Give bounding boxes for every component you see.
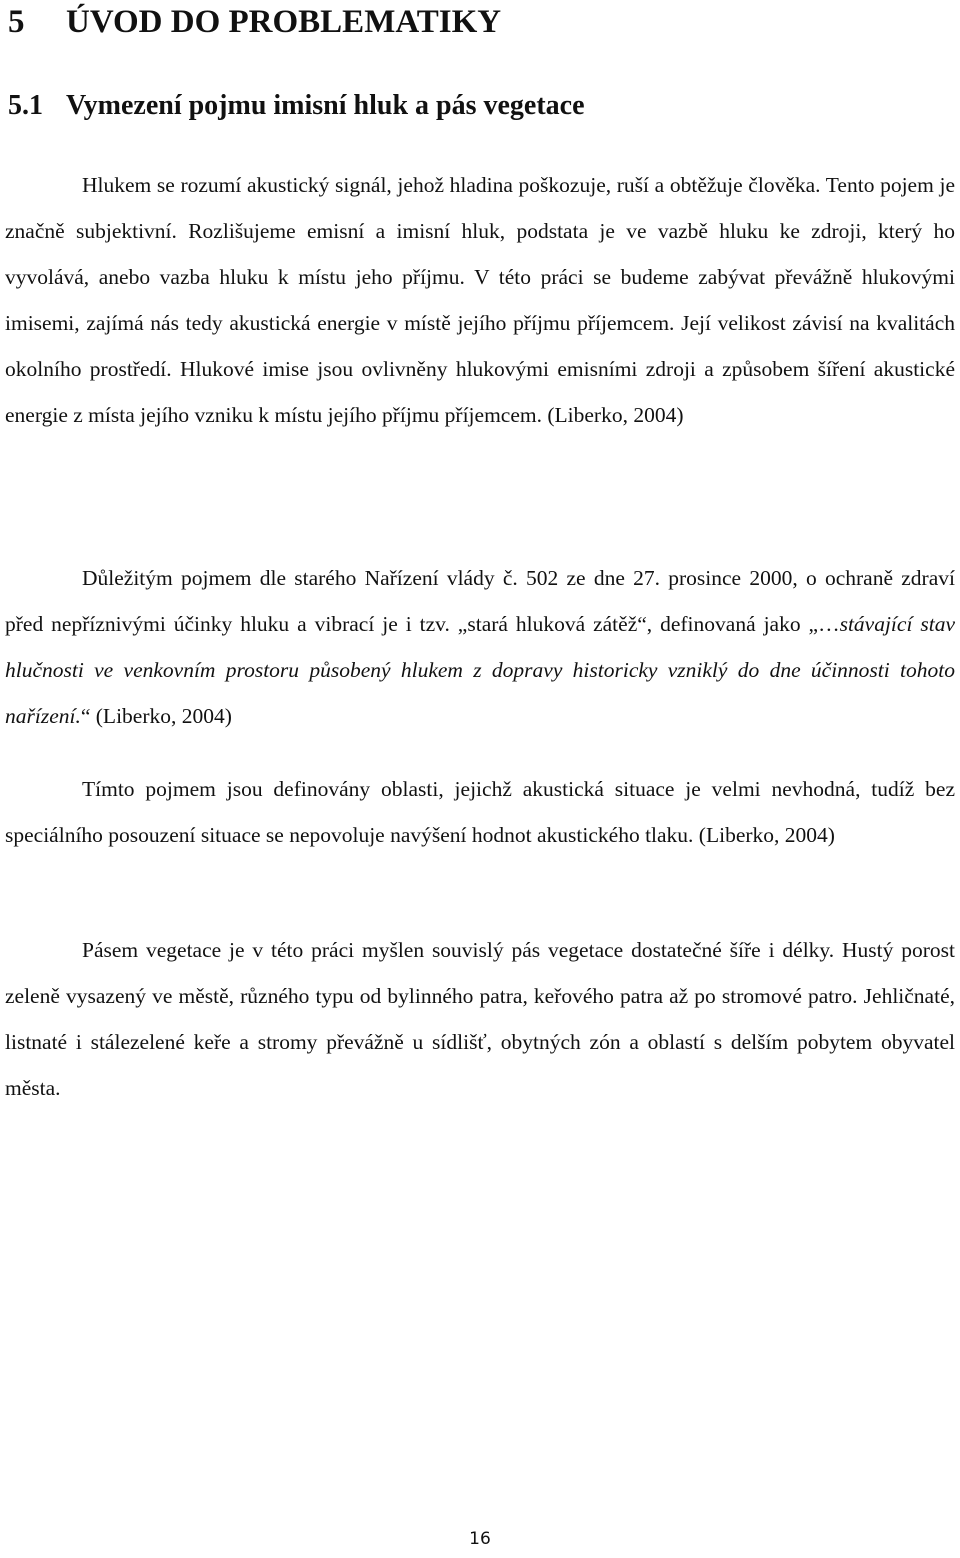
paragraph-text: Tímto pojmem jsou definovány oblasti, jejichž akustická situace je velmi nevhodná, tudíž bez speciálního posouzení situace se nepovoluje navýšení hodnot akustického tlaku. (Liberko, 2004) [5,777,955,847]
section-heading [8,86,585,126]
section-title: Vymezení pojmu imisní hluk a pás vegetace [66,90,585,121]
paragraph-text-before-quote: Důležitým pojmem dle starého Nařízení vlády č. 502 ze dne 27. prosince 2000, o ochraně zdraví před nepříznivými účinky hluku a vibrací je i tzv. „stará hluková zátěž“, definovaná jako „… [5,566,955,636]
paragraph-defined-areas [5,766,955,858]
paragraph-text: Pásem vegetace je v této práci myšlen souvislý pás vegetace dostatečné šíře i délky. Hustý porost zeleně vysazený ve městě, různého typu od bylinného patra, keřového patra až po stromové patro. Jehličnaté, listnaté i stálezelené keře a stromy převážně u sídlišť, obytných zón a oblastí s delším pobytem obyvatel města. [5,938,955,1100]
quoted-definition: stávající stav hlučnosti ve venkovním prostoru působený hlukem z dopravy historicky vzniklý do dne účinnosti tohoto nařízení. [5,612,956,728]
chapter-title: ÚVOD DO PROBLEMATIKY [66,4,502,40]
paragraph-noise-definition [5,162,955,438]
chapter-number: 5 [8,4,25,40]
chapter-heading [8,0,501,44]
paragraph-text-after-quote: “ (Liberko, 2004) [80,704,232,728]
page-number: 16 [469,1529,491,1549]
section-number: 5.1 [8,90,43,121]
paragraph-text: Hlukem se rozumí akustický signál, jehož hladina poškozuje, ruší a obtěžuje člověka. Tento pojem je značně subjektivní. Rozlišujeme emisní a imisní hluk, podstata je ve vazbě hluku ke zdroji, který ho vyvolává, anebo vazba hluku k místu jeho příjmu. V této práci se budeme zabývat převážně hlukovými imisemi, zajímá nás tedy akustická energie v místě jejího příjmu příjemcem. Její velikost závisí na kvalitách okolního prostředí. Hlukové imise jsou ovlivněny hlukovými emisními zdroji a způsobem šíření akustické energie z místa jejího vzniku k místu jejího příjmu příjemcem. (Liberko, 2004) [5,173,955,427]
paragraph-old-noise-burden [5,555,955,739]
paragraph-vegetation-belt [5,927,955,1111]
